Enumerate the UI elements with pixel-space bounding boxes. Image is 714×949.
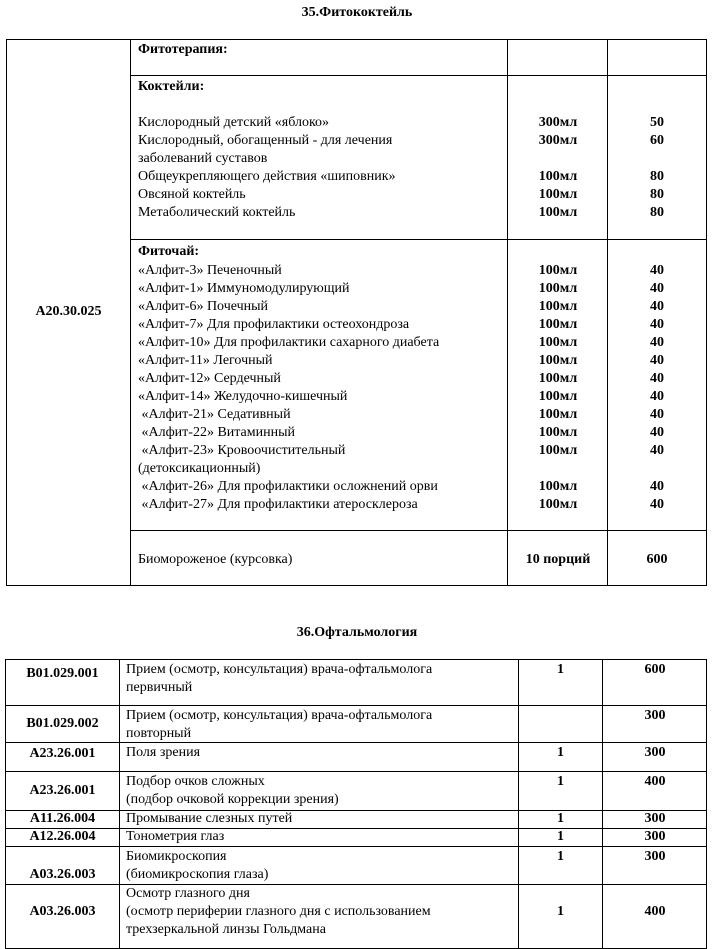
item-name: Кислородный, обогащенный - для лечения bbox=[138, 133, 393, 148]
service-code: А12.26.004 bbox=[29, 829, 96, 844]
table-divider bbox=[5, 705, 707, 706]
service-code: А23.26.001 bbox=[29, 746, 96, 761]
item-price: 40 bbox=[650, 479, 664, 494]
item-name: Биомороженое (курсовка) bbox=[138, 552, 293, 567]
service-price: 300 bbox=[644, 849, 666, 864]
phytotherapy-heading: Фитотерапия: bbox=[138, 42, 228, 57]
list-item bbox=[0, 551, 714, 569]
item-name: «Алфит-6» Почечный bbox=[138, 299, 269, 314]
list-item bbox=[0, 316, 714, 334]
service-price: 600 bbox=[644, 662, 666, 677]
item-price: 40 bbox=[650, 335, 664, 350]
item-name: «Алфит-27» Для профилактики атеросклероза bbox=[138, 497, 418, 512]
item-price: 80 bbox=[650, 187, 664, 202]
item-price: 80 bbox=[650, 169, 664, 184]
service-price: 400 bbox=[644, 904, 666, 919]
service-description: (биомикроскопия глаза) bbox=[126, 867, 269, 882]
list-item bbox=[0, 388, 714, 406]
item-name: «Алфит-23» Кровоочистительный bbox=[138, 443, 346, 458]
item-quantity: 100мл bbox=[538, 299, 578, 314]
list-item bbox=[0, 298, 714, 316]
list-item-continued bbox=[0, 460, 714, 478]
service-description: Подбор очков сложных bbox=[126, 774, 265, 789]
item-price: 40 bbox=[650, 263, 664, 278]
list-item bbox=[0, 334, 714, 352]
list-item bbox=[0, 478, 714, 496]
service-description: (подбор очковой коррекции зрения) bbox=[126, 792, 339, 807]
item-name: Кислородный детский «яблоко» bbox=[138, 115, 330, 130]
service-quantity: 1 bbox=[557, 774, 564, 789]
service-quantity: 1 bbox=[557, 745, 564, 760]
service-description: Поля зрения bbox=[126, 745, 201, 760]
list-item-continued bbox=[0, 150, 714, 168]
list-item bbox=[0, 424, 714, 442]
list-item bbox=[0, 204, 714, 222]
service-code: А20.30.025 bbox=[35, 304, 102, 319]
list-item bbox=[0, 352, 714, 370]
item-quantity: 100мл bbox=[538, 479, 578, 494]
item-price: 40 bbox=[650, 407, 664, 422]
service-price: 400 bbox=[644, 774, 666, 789]
item-quantity: 10 порций bbox=[525, 552, 591, 567]
item-price: 80 bbox=[650, 205, 664, 220]
list-item bbox=[0, 280, 714, 298]
item-name: Метаболический коктейль bbox=[138, 205, 296, 220]
item-price: 40 bbox=[650, 281, 664, 296]
item-name: «Алфит-26» Для профилактики осложнений орви bbox=[138, 479, 438, 494]
item-price: 40 bbox=[650, 317, 664, 332]
item-price: 60 bbox=[650, 133, 664, 148]
item-name: «Алфит-12» Сердечный bbox=[138, 371, 281, 386]
item-price: 40 bbox=[650, 389, 664, 404]
service-price: 300 bbox=[644, 745, 666, 760]
item-price: 40 bbox=[650, 425, 664, 440]
item-price: 40 bbox=[650, 299, 664, 314]
item-price: 40 bbox=[650, 371, 664, 386]
item-quantity: 300мл bbox=[538, 133, 578, 148]
list-item bbox=[0, 186, 714, 204]
service-description: Прием (осмотр, консультация) врача-офтальмолога bbox=[126, 708, 433, 723]
service-code: А03.26.003 bbox=[29, 867, 96, 882]
item-price: 40 bbox=[650, 353, 664, 368]
section-36-title: 36.Офтальмология bbox=[296, 625, 418, 640]
service-code: В01.029.002 bbox=[26, 716, 99, 731]
item-name: «Алфит-7» Для профилактики остеохондроза bbox=[138, 317, 410, 332]
item-name: «Алфит-1» Иммуномодулирующий bbox=[138, 281, 350, 296]
service-description: (осмотр периферии глазного дня с использованием bbox=[126, 904, 431, 919]
item-name: «Алфит-11» Легочный bbox=[138, 353, 273, 368]
item-quantity: 100мл bbox=[538, 263, 578, 278]
table-divider bbox=[5, 742, 707, 743]
list-item bbox=[0, 442, 714, 460]
phyto-tea-heading: Фиточай: bbox=[138, 244, 200, 259]
item-name: «Алфит-10» Для профилактики сахарного диабета bbox=[138, 335, 440, 350]
list-item bbox=[0, 168, 714, 186]
service-quantity: 1 bbox=[557, 849, 564, 864]
item-quantity: 100мл bbox=[538, 371, 578, 386]
table-divider bbox=[130, 239, 707, 240]
service-description: Осмотр глазного дня bbox=[126, 886, 250, 901]
service-code: А03.26.003 bbox=[29, 904, 96, 919]
list-item bbox=[0, 370, 714, 388]
section-35-title: 35.Фитококтейль bbox=[301, 5, 413, 20]
list-item bbox=[0, 496, 714, 514]
item-price: 40 bbox=[650, 443, 664, 458]
table-divider bbox=[5, 771, 707, 772]
item-quantity: 100мл bbox=[538, 205, 578, 220]
service-description: трехзеркальной линзы Гольдмана bbox=[126, 922, 326, 937]
item-price: 40 bbox=[650, 497, 664, 512]
item-quantity: 100мл bbox=[538, 353, 578, 368]
service-description: Прием (осмотр, консультация) врача-офтальмолога bbox=[126, 662, 433, 677]
list-item bbox=[0, 406, 714, 424]
item-quantity: 100мл bbox=[538, 407, 578, 422]
item-quantity: 100мл bbox=[538, 281, 578, 296]
item-name: Овсяной коктейль bbox=[138, 187, 246, 202]
item-quantity: 100мл bbox=[538, 169, 578, 184]
list-item bbox=[0, 262, 714, 280]
item-name: «Алфит-14» Желудочно-кишечный bbox=[138, 389, 348, 404]
table-divider bbox=[5, 884, 707, 885]
item-name: «Алфит-21» Седативный bbox=[138, 407, 291, 422]
service-price: 300 bbox=[644, 708, 666, 723]
service-description: Промывание слезных путей bbox=[126, 811, 293, 826]
item-name: «Алфит-22» Витаминный bbox=[138, 425, 296, 440]
service-code: А23.26.001 bbox=[29, 783, 96, 798]
table-divider bbox=[130, 530, 707, 531]
service-quantity: 1 bbox=[557, 811, 564, 826]
service-quantity: 1 bbox=[557, 904, 564, 919]
service-description: Биомикроскопия bbox=[126, 849, 227, 864]
list-item bbox=[0, 114, 714, 132]
table-divider bbox=[130, 75, 707, 76]
service-description: повторный bbox=[126, 726, 192, 741]
service-price: 300 bbox=[644, 829, 666, 844]
service-price: 300 bbox=[644, 811, 666, 826]
item-name: «Алфит-3» Печеночный bbox=[138, 263, 282, 278]
item-quantity: 100мл bbox=[538, 497, 578, 512]
table-divider bbox=[119, 659, 120, 949]
item-quantity: 100мл bbox=[538, 443, 578, 458]
service-quantity: 1 bbox=[557, 829, 564, 844]
item-price: 50 bbox=[650, 115, 664, 130]
service-code: В01.029.001 bbox=[26, 666, 99, 681]
service-description: первичный bbox=[126, 680, 193, 695]
item-name: заболеваний суставов bbox=[138, 151, 268, 166]
item-quantity: 100мл bbox=[538, 335, 578, 350]
item-price: 600 bbox=[646, 552, 668, 567]
item-quantity: 300мл bbox=[538, 115, 578, 130]
service-description: Тонометрия глаз bbox=[126, 829, 225, 844]
list-item bbox=[0, 132, 714, 150]
item-quantity: 100мл bbox=[538, 389, 578, 404]
item-quantity: 100мл bbox=[538, 425, 578, 440]
cocktails-heading: Коктейли: bbox=[138, 79, 205, 94]
item-quantity: 100мл bbox=[538, 317, 578, 332]
item-quantity: 100мл bbox=[538, 187, 578, 202]
service-quantity: 1 bbox=[557, 662, 564, 677]
service-code: А11.26.004 bbox=[29, 811, 96, 826]
table-divider bbox=[5, 846, 707, 847]
item-name: Общеукрепляющего действия «шиповник» bbox=[138, 169, 396, 184]
item-name: (детоксикационный) bbox=[138, 461, 261, 476]
